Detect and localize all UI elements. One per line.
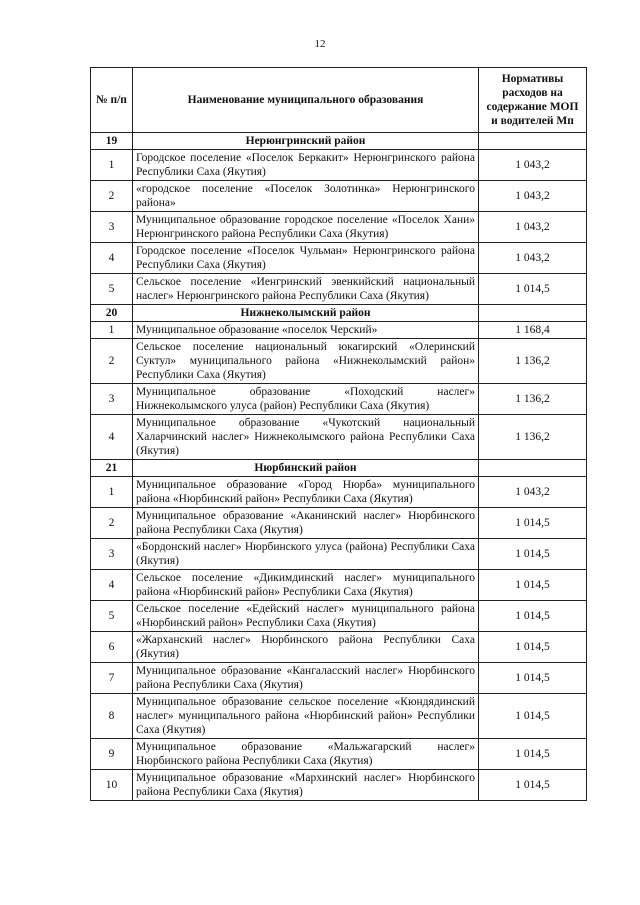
municipality-name: Городское поселение «Поселок Чульман» Нерюнгринского района Республики Саха (Якутия): [133, 243, 479, 274]
table-row: [91, 739, 587, 770]
header-norm: Нормативы расходов на содержание МОП и водителей Мп: [479, 68, 587, 133]
norm-value: 1 014,5: [479, 274, 587, 305]
table-row: [91, 322, 587, 339]
row-number: 2: [91, 339, 133, 384]
norm-value: 1 136,2: [479, 384, 587, 415]
municipality-name: Сельское поселение «Иенгринский эвенкийский национальный наслег» Нерюнгринского района Республики Саха (Якутия): [133, 274, 479, 305]
section-row: [91, 460, 587, 477]
norm-value: 1 014,5: [479, 570, 587, 601]
row-number: 10: [91, 770, 133, 801]
section-empty-cell: [479, 305, 587, 322]
row-number: 2: [91, 181, 133, 212]
normatives-table: [90, 67, 587, 801]
section-empty-cell: [479, 460, 587, 477]
table-row: [91, 274, 587, 305]
page-number: 12: [314, 38, 326, 50]
table-row: [91, 384, 587, 415]
norm-value: 1 014,5: [479, 770, 587, 801]
municipality-name: Сельское поселение национальный юкагирский «Олеринский Суктул» муниципального района «Нижнеколымский район» Республики Саха (Якутия): [133, 339, 479, 384]
municipality-name: Муниципальное образование «Мальжагарский наслег» Нюрбинского района Республики Саха (Якутия): [133, 739, 479, 770]
table-row: [91, 339, 587, 384]
row-number: 3: [91, 384, 133, 415]
norm-value: 1 014,5: [479, 694, 587, 739]
table-row: [91, 770, 587, 801]
table-row: [91, 632, 587, 663]
section-empty-cell: [479, 133, 587, 150]
row-number: 3: [91, 212, 133, 243]
table-header-row: [91, 68, 587, 133]
row-number: 3: [91, 539, 133, 570]
norm-value: 1 014,5: [479, 539, 587, 570]
municipality-name: Муниципальное образование сельское поселение «Кюндядинский наслег» муниципального района «Нюрбинский район» Республики Саха (Якутия): [133, 694, 479, 739]
municipality-name: Муниципальное образование городское поселение «Поселок Хани» Нерюнгринского района Республики Саха (Якутия): [133, 212, 479, 243]
municipality-name: «Жарханский наслег» Нюрбинского района Республики Саха (Якутия): [133, 632, 479, 663]
municipality-name: Муниципальное образование «Чукотский национальный Халарчинский наслег» Нижнеколымского района Республики Саха (Якутия): [133, 415, 479, 460]
section-row: [91, 133, 587, 150]
municipality-name: «городское поселение «Поселок Золотинка» Нерюнгринского района»: [133, 181, 479, 212]
municipality-name: Муниципальное образование «Кангаласский наслег» Нюрбинского района Республики Саха (Якутия): [133, 663, 479, 694]
row-number: 8: [91, 694, 133, 739]
municipality-name: Муниципальное образование «Город Нюрба» муниципального района «Нюрбинский район» Республики Саха (Якутия): [133, 477, 479, 508]
table-row: [91, 508, 587, 539]
municipality-name: Муниципальное образование «Походский наслег» Нижнеколымского улуса (район) Республики Саха (Якутия): [133, 384, 479, 415]
row-number: 7: [91, 663, 133, 694]
row-number: 1: [91, 477, 133, 508]
norm-value: 1 014,5: [479, 508, 587, 539]
row-number: 4: [91, 243, 133, 274]
section-title: Нижнеколымский район: [133, 305, 479, 322]
row-number: 4: [91, 415, 133, 460]
norm-value: 1 014,5: [479, 601, 587, 632]
municipality-name: «Бордонский наслег» Нюрбинского улуса (района) Республики Саха (Якутия): [133, 539, 479, 570]
municipality-name: Муниципальное образование «Мархинский наслег» Нюрбинского района Республики Саха (Якутия): [133, 770, 479, 801]
table-row: [91, 415, 587, 460]
row-number: 9: [91, 739, 133, 770]
norm-value: 1 014,5: [479, 632, 587, 663]
table-body: [91, 133, 587, 801]
municipality-name: Муниципальное образование «Аканинский наслег» Нюрбинского района Республики Саха (Якутия): [133, 508, 479, 539]
municipality-name: Муниципальное образование «поселок Черский»: [133, 322, 479, 339]
row-number: 1: [91, 150, 133, 181]
norm-value: 1 043,2: [479, 477, 587, 508]
table-row: [91, 181, 587, 212]
row-number: 1: [91, 322, 133, 339]
norm-value: 1 168,4: [479, 322, 587, 339]
row-number: 5: [91, 274, 133, 305]
norm-value: 1 014,5: [479, 663, 587, 694]
table-row: [91, 694, 587, 739]
section-number: 20: [91, 305, 133, 322]
row-number: 2: [91, 508, 133, 539]
header-number: № п/п: [91, 68, 133, 133]
row-number: 4: [91, 570, 133, 601]
section-number: 19: [91, 133, 133, 150]
section-title: Нюрбинский район: [133, 460, 479, 477]
table-row: [91, 477, 587, 508]
section-row: [91, 305, 587, 322]
section-title: Нерюнгринский район: [133, 133, 479, 150]
norm-value: 1 136,2: [479, 339, 587, 384]
norm-value: 1 043,2: [479, 150, 587, 181]
header-name: Наименование муниципального образования: [133, 68, 479, 133]
section-number: 21: [91, 460, 133, 477]
table-row: [91, 601, 587, 632]
norm-value: 1 014,5: [479, 739, 587, 770]
municipality-name: Городское поселение «Поселок Беркакит» Нерюнгринского района Республики Саха (Якутия): [133, 150, 479, 181]
table-row: [91, 150, 587, 181]
table-row: [91, 539, 587, 570]
municipality-name: Сельское поселение «Едейский наслег» муниципального района «Нюрбинский район» Республики Саха (Якутия): [133, 601, 479, 632]
norm-value: 1 136,2: [479, 415, 587, 460]
norm-value: 1 043,2: [479, 212, 587, 243]
row-number: 5: [91, 601, 133, 632]
table-row: [91, 212, 587, 243]
table-row: [91, 663, 587, 694]
table-row: [91, 570, 587, 601]
municipality-name: Сельское поселение «Дикимдинский наслег» муниципального района «Нюрбинский район» Республики Саха (Якутия): [133, 570, 479, 601]
norm-value: 1 043,2: [479, 181, 587, 212]
table-row: [91, 243, 587, 274]
norm-value: 1 043,2: [479, 243, 587, 274]
row-number: 6: [91, 632, 133, 663]
